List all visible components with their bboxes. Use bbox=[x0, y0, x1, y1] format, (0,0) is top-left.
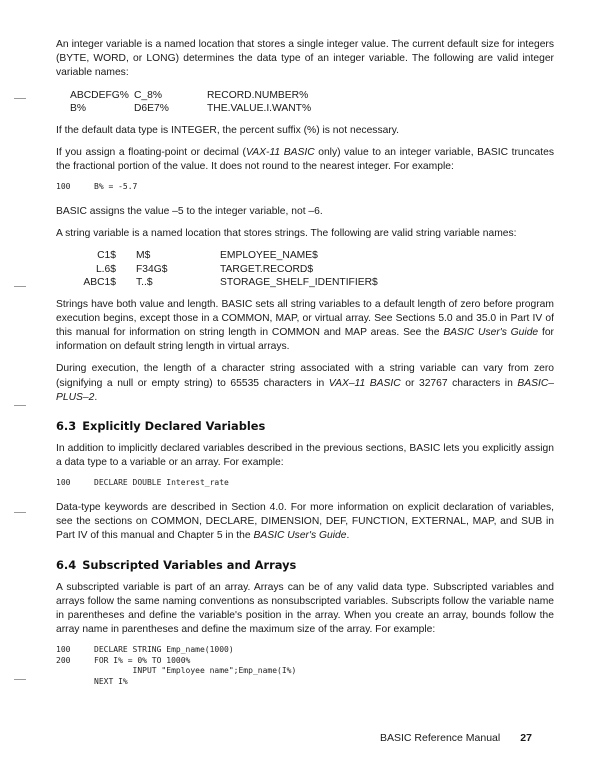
code-line-text: DECLARE DOUBLE Interest_rate bbox=[94, 478, 229, 488]
integer-name: ABCDEFG% bbox=[70, 89, 129, 101]
margin-mark bbox=[14, 405, 26, 406]
integer-name: B% bbox=[70, 103, 87, 115]
code-line-number: 100 bbox=[56, 182, 71, 192]
integer-names-table bbox=[70, 89, 554, 116]
explicit-intro-paragraph: In addition to implicitly declared variables described in the previous sections, BASIC lets you explicitly assign a data type to a variable or an array. For example: bbox=[56, 443, 554, 469]
page-footer bbox=[380, 732, 560, 744]
code-line-number: 200 bbox=[56, 655, 71, 665]
string-length-paragraph: Strings have both value and length. BASIC sets all string variables to a default length of zero before program execution begins, except those in a COMMON, MAP, or virtual array. See Sections 5.0 and 35.0 in Part IV of this manual for information on string length in COMMON and MAP areas. See the BASIC User's Guide for information on default string length in virtual arrays. bbox=[56, 298, 554, 353]
integer-intro-paragraph: An integer variable is a named location that stores a single integer value. The current default size for integers (BYTE, WORD, or LONG) determines the data type of an integer variable. The following are valid integer variable names: bbox=[56, 39, 554, 79]
string-name: EMPLOYEE_NAME$ bbox=[220, 250, 318, 262]
code-example-1 bbox=[56, 182, 554, 193]
keywords-paragraph: Data-type keywords are described in Section 4.0. For more information on explicit declaration of variables, see the sections on COMMON, DECLARE, DIMENSION, DEF, FUNCTION, EXTERNAL, MAP, and SUB in Part IV of this manual and Chapter 5 in the BASIC User's Guide. bbox=[56, 501, 554, 542]
integer-name: D6E7% bbox=[134, 103, 169, 115]
page-number: 27 bbox=[520, 732, 532, 744]
string-name: ABC1$ bbox=[83, 277, 116, 289]
string-name: C1$ bbox=[97, 250, 116, 262]
margin-mark bbox=[14, 98, 26, 99]
string-name: L.6$ bbox=[95, 263, 116, 275]
section-heading-6-4: 6.4 Subscripted Variables and Arrays bbox=[56, 557, 297, 572]
footer-title: BASIC Reference Manual bbox=[380, 732, 501, 744]
string-name: M$ bbox=[136, 250, 151, 262]
code-example-2 bbox=[56, 478, 554, 489]
execution-paragraph: During execution, the length of a character string associated with a string variable can vary from zero (signifying a null or empty string) to 65535 characters in VAX–11 BASIC or 32767 characters in BASIC–PLUS–2. bbox=[56, 363, 554, 403]
string-names-table bbox=[74, 249, 554, 290]
code-line-text: INPUT "Employee name";Emp_name(I%) bbox=[94, 666, 297, 676]
code-line-number: 100 bbox=[56, 478, 71, 488]
string-intro-paragraph: A string variable is a named location that stores strings. The following are valid string variable names: bbox=[56, 227, 517, 239]
float-assign-paragraph: If you assign a floating-point or decimal (VAX-11 BASIC only) value to an integer variable, BASIC truncates the fractional portion of the value. It does not round to the nearest integer. For example: bbox=[56, 146, 554, 173]
string-name: TARGET.RECORD$ bbox=[220, 263, 314, 275]
string-name: F34G$ bbox=[136, 263, 168, 275]
code-line-text: B% = -5.7 bbox=[94, 182, 138, 192]
margin-mark bbox=[14, 512, 26, 513]
code-line-text: NEXT I% bbox=[94, 676, 128, 686]
string-name: T..$ bbox=[136, 277, 153, 289]
integer-name: THE.VALUE.I.WANT% bbox=[207, 103, 312, 115]
subscripted-paragraph: A subscripted variable is part of an array. Arrays can be of any valid data type. Subscripted variables and arrays follow the same naming conventions as nonsubscripted variables. Subscripts follow the variable name in parentheses and define the variable's position in the array. When you create an array, bounds follow the array name in parentheses and define the maximum size of the array. For example: bbox=[56, 581, 554, 636]
code-example-3 bbox=[56, 645, 554, 687]
code-line-text: DECLARE STRING Emp_name(1000) bbox=[94, 645, 234, 655]
integer-default-paragraph: If the default data type is INTEGER, the percent suffix (%) is not necessary. bbox=[56, 124, 400, 136]
assigns-paragraph: BASIC assigns the value –5 to the integer variable, not –6. bbox=[56, 205, 323, 217]
integer-name: RECORD.NUMBER% bbox=[207, 89, 309, 101]
section-heading-6-3: 6.3 Explicitly Declared Variables bbox=[56, 419, 266, 434]
margin-mark bbox=[14, 679, 26, 680]
string-name: STORAGE_SHELF_IDENTIFIER$ bbox=[220, 277, 378, 289]
integer-name: C_8% bbox=[134, 89, 163, 101]
margin-mark bbox=[14, 286, 26, 287]
code-line-number: 100 bbox=[56, 645, 71, 655]
code-line-text: FOR I% = 0% TO 1000% bbox=[94, 655, 191, 665]
page-body bbox=[56, 38, 554, 699]
